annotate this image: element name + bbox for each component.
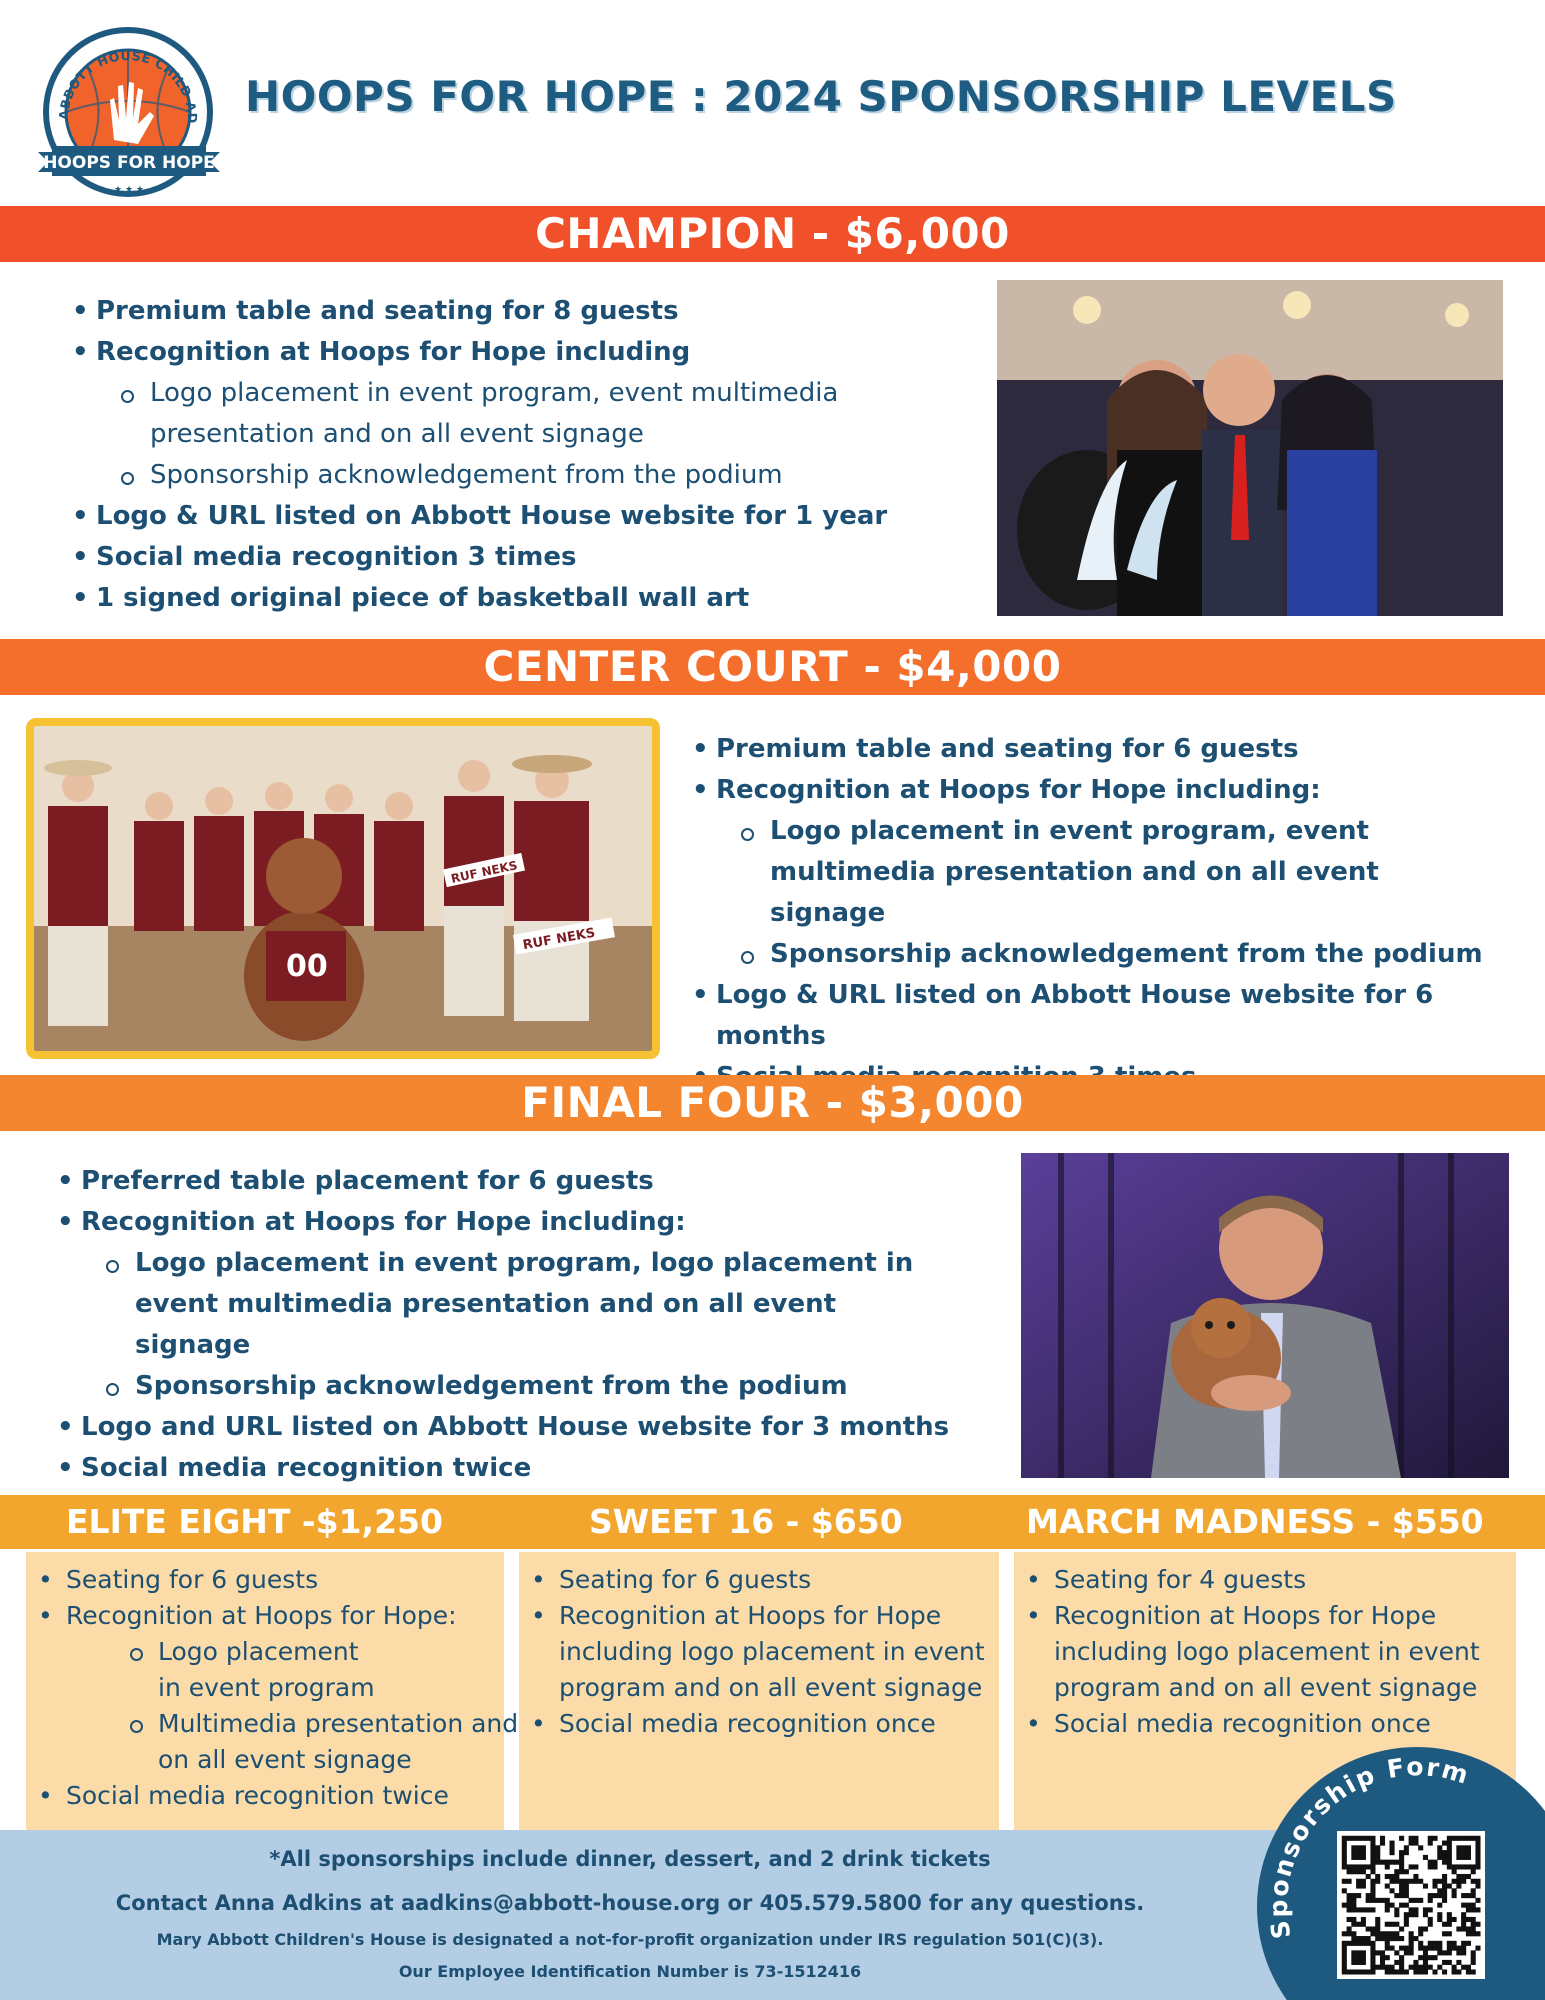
footer-contact: Contact Anna Adkins at aadkins@abbott-house.org or 405.579.5800 for any questions. <box>115 1891 1145 1915</box>
sub-list-item: Sponsorship acknowledgement from the podium <box>81 1366 971 1407</box>
center-court-photo <box>26 718 660 1059</box>
list-item: • Recognition at Hoops for Hope including Logo placement in event program, event multimedia presentation and on all event signage Sponsorship acknowledgement from the podium <box>66 332 966 496</box>
sponsorship-form-label: Sponsorship Form <box>1263 1752 1474 1942</box>
final-four-photo <box>1021 1153 1509 1478</box>
list-item: • Seating for 6 guests <box>26 1562 504 1598</box>
sub-list-item: Logo placement in event program <box>66 1634 506 1706</box>
list-item: • Seating for 4 guests <box>1014 1562 1502 1598</box>
sub-list-item: Sponsorship acknowledgement from the podium <box>716 934 1536 975</box>
march-madness-heading: MARCH MADNESS - $550 <box>1026 1502 1484 1541</box>
page-title: HOOPS FOR HOPE : 2024 SPONSORSHIP LEVELS <box>245 72 1397 121</box>
list-item: • 1 signed original piece of basketball wall art <box>66 578 966 619</box>
sub-list-item: Logo placement in event program, event multimedia presentation and on all event signage <box>96 373 916 455</box>
abbott-house-logo <box>26 20 232 200</box>
list-item: • Social media recognition once <box>1014 1706 1502 1742</box>
footer-ein: Our Employee Identification Number is 73-1512416 <box>398 1962 862 1981</box>
qr-code[interactable] <box>1337 1831 1485 1979</box>
final-four-heading: FINAL FOUR - $3,000 <box>0 1075 1545 1131</box>
list-item: • Social media recognition once <box>519 1706 985 1742</box>
logo-stars: ★ ★ ★ <box>114 185 144 195</box>
list-item: • Seating for 6 guests <box>519 1562 985 1598</box>
list-item: • Social media recognition 3 times <box>66 537 966 578</box>
champion-photo <box>997 280 1503 616</box>
list-item: • Recognition at Hoops for Hope: Logo placement in event program Multimedia presentation and on all event signage <box>26 1598 504 1778</box>
list-item: • Logo and URL listed on Abbott House website for 3 months <box>51 1407 971 1448</box>
sub-list-item: Logo placement in event program, event multimedia presentation and on all event signage <box>716 811 1496 934</box>
photo-banner-text: RUF NEKS <box>521 925 597 954</box>
list-item: • Social media recognition twice <box>51 1448 971 1489</box>
sub-list-item: Sponsorship acknowledgement from the podium <box>96 455 966 496</box>
center-court-benefits <box>686 729 1536 1098</box>
elite-eight-heading: ELITE EIGHT -$1,250 <box>66 1502 443 1541</box>
final-four-benefits <box>51 1161 971 1489</box>
list-item: • Premium table and seating for 8 guests <box>66 291 966 332</box>
sub-list-item: Multimedia presentation and on all event signage <box>66 1706 526 1778</box>
list-item: • Recognition at Hoops for Hope including: Logo placement in event program, logo placement in event multimedia presentation and on all event signage Sponsorship acknowledgement from the podium <box>51 1202 971 1407</box>
sweet-16-heading: SWEET 16 - $650 <box>589 1502 903 1541</box>
svg-text:00: 00 <box>286 949 328 984</box>
list-item: • Premium table and seating for 6 guests <box>686 729 1536 770</box>
list-item: • Preferred table placement for 6 guests <box>51 1161 971 1202</box>
logo-banner-text: HOOPS FOR HOPE <box>43 153 215 173</box>
center-court-heading: CENTER COURT - $4,000 <box>0 639 1545 695</box>
champion-benefits <box>66 291 966 619</box>
sub-list-item: Logo placement in event program, logo placement in event multimedia presentation and on all event signage <box>81 1243 931 1366</box>
list-item: • Recognition at Hoops for Hope including logo placement in event program and on all event signage <box>1014 1598 1502 1706</box>
photo-banner-text: RUF NEKS <box>449 858 519 886</box>
footer-legal: Mary Abbott Children's House is designated a not-for-profit organization under IRS regulation 501(C)(3). <box>156 1930 1104 1949</box>
list-item: • Social media recognition twice <box>26 1778 504 1814</box>
footer-note: *All sponsorships include dinner, dessert, and 2 drink tickets <box>269 1847 991 1871</box>
elite-eight-box <box>26 1552 519 1830</box>
logo-ring-text: ABBOTT HOUSE CHILD AD <box>55 47 201 124</box>
list-item: • Logo & URL listed on Abbott House website for 1 year <box>66 496 966 537</box>
champion-heading: CHAMPION - $6,000 <box>0 206 1545 262</box>
list-item: • Recognition at Hoops for Hope including: Logo placement in event program, event multimedia presentation and on all event signage Sponsorship acknowledgement from the podium <box>686 770 1536 975</box>
list-item: • Logo & URL listed on Abbott House website for 6 months <box>686 975 1536 1057</box>
sweet-16-box <box>519 1552 999 1830</box>
list-item: • Recognition at Hoops for Hope including logo placement in event program and on all event signage <box>519 1598 985 1706</box>
